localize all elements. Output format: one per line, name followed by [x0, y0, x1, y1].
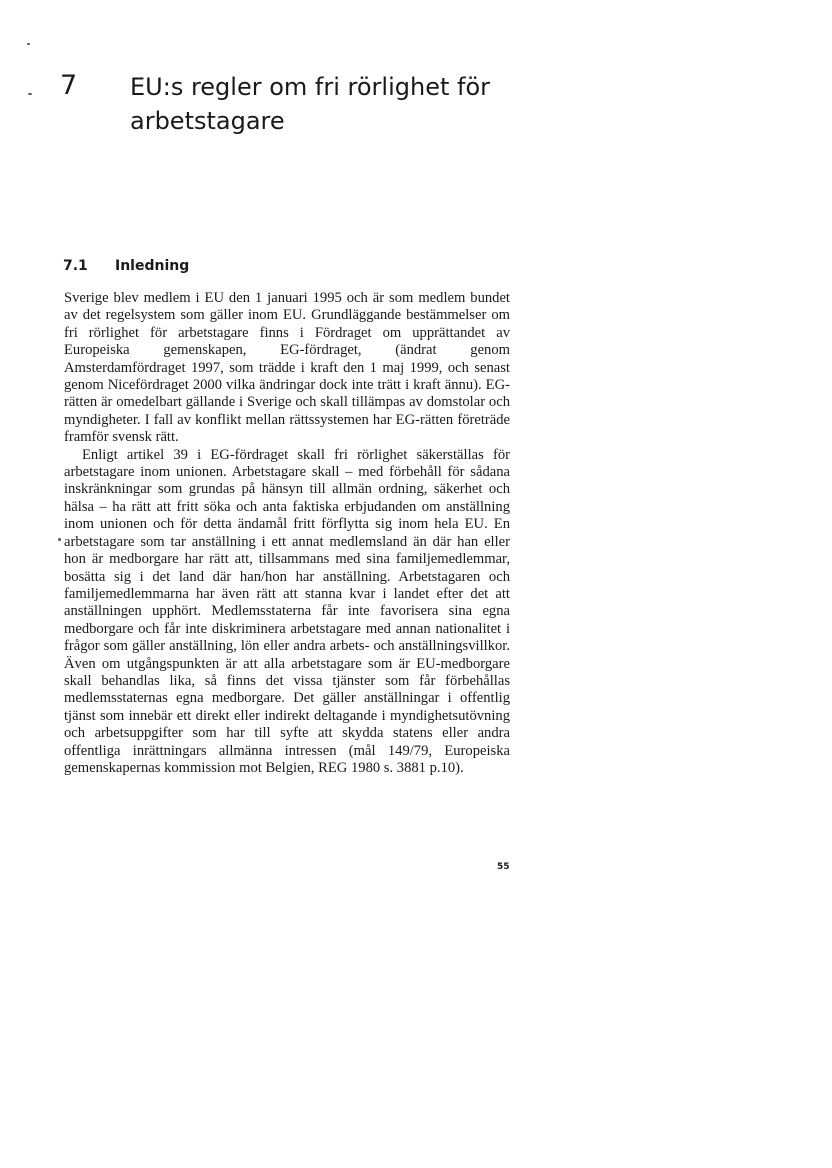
scan-speck: [27, 43, 30, 45]
scan-speck: [28, 93, 32, 95]
section-number: 7.1: [63, 258, 88, 274]
paragraph: Enligt artikel 39 i EG-fördraget skall fri rörlighet säkerställas för arbetstagare inom unionen. Arbetstagare skall – med förbehåll för sådana inskränkningar som grundas på hänsyn till allmän ordning, säkerhet och hälsa – ha rätt att fritt söka och anta faktiska erbjudanden om anställning inom unionen och för detta ändamål fritt förflytta sig inom hela EU. En arbetstagare som tar anställning i ett annat medlemsland än där han eller hon är medborgare har rätt att, tillsammans med sina familjemedlemmar, bosätta sig i det land där han/hon har anställning. Arbetstagaren och familjemedlemmarna har även rätt att stanna kvar i landet efter det att anställningen upphört. Medlemsstaterna får inte favorisera sina egna medborgare och får inte diskriminera arbetstagare med annan nationalitet i frågor som gäller anställning, lön eller andra arbets- och anställningsvillkor. Även om utgångspunkten är att alla arbetstagare som är EU-medborgare skall behandlas lika, så finns det vissa tjänster som får förbehållas medlemsstaternas egna medborgare. Det gäller anställningar i offentlig tjänst som innebär ett direkt eller indirekt deltagande i myndighetsutövning och arbetsuppgifter som har till syfte att skydda statens eller andra offentliga inrättningars allmänna intressen (mål 149/79, Europeiska gemenskapernas kommission mot Belgien, REG 1980 s. 3881 p.10).: [64, 446, 510, 776]
body-text: [64, 290, 510, 777]
page-number: 55: [497, 862, 510, 872]
chapter-title: EU:s regler om fri rörlighet för arbetstagare: [130, 73, 490, 135]
chapter-number: 7: [60, 70, 78, 101]
scan-speck: [58, 538, 61, 541]
section-heading: [63, 258, 513, 274]
section-title: Inledning: [115, 258, 190, 274]
paragraph: Sverige blev medlem i EU den 1 januari 1995 och är som medlem bundet av det regelsystem som gäller inom EU. Grundläggande bestämmelser om fri rörlighet för arbetstagare finns i Fördraget om upprättandet av Europeiska gemenskapen, EG-fördraget, (ändrat genom Amsterdamfördraget 1997, som trädde i kraft den 1 maj 1999, och senast genom Nicefördraget 2000 vilka ändringar dock inte trätt i kraft ännu). EG-rätten är omedelbart gällande i Sverige och skall tillämpas av domstolar och myndigheter. I fall av konflikt mellan rättssystemen har EG-rätten företräde framför svensk rätt.: [64, 290, 510, 446]
